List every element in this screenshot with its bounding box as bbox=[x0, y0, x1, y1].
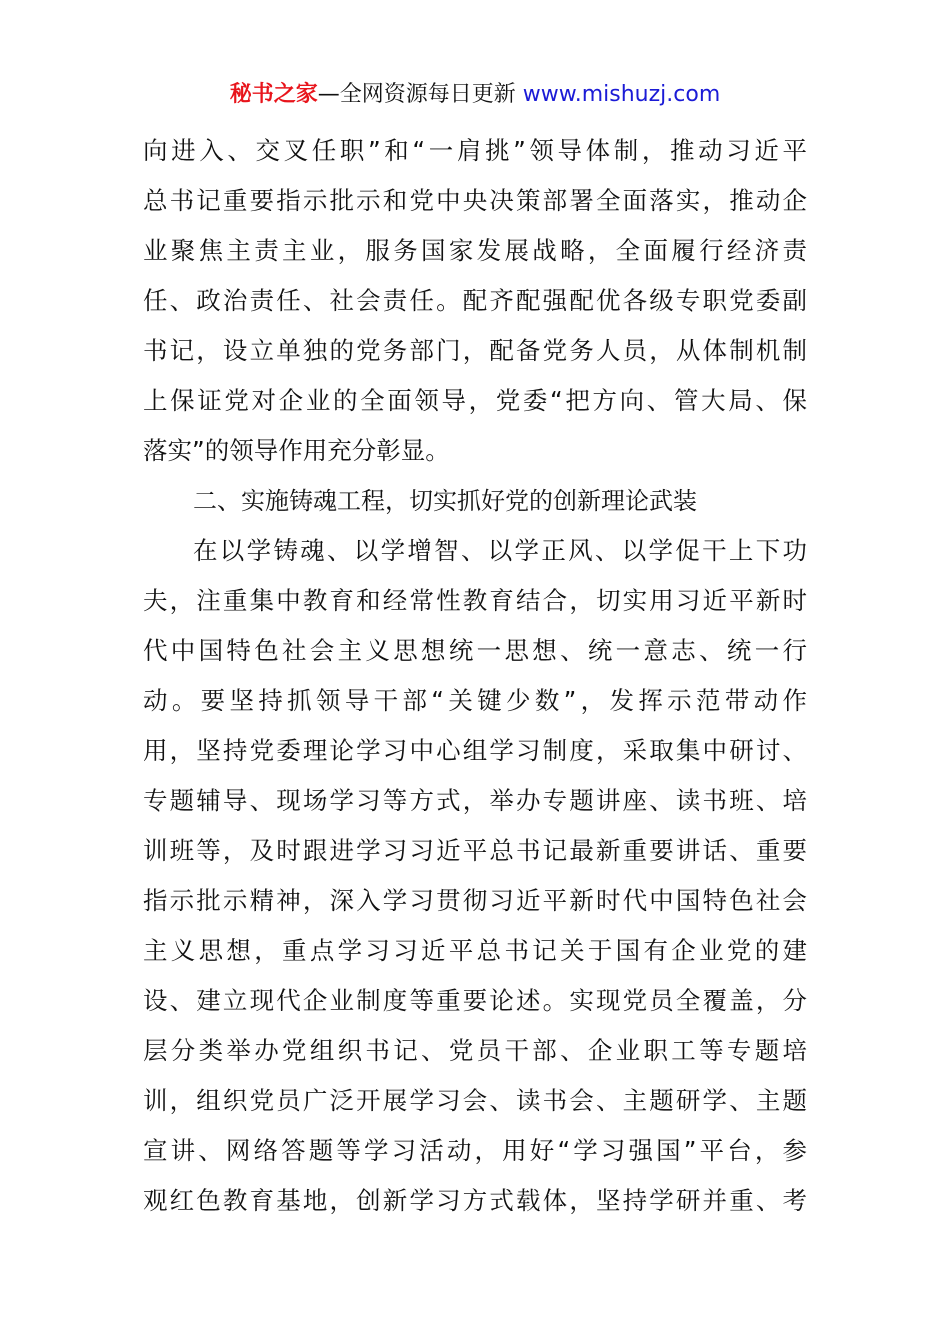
header-url-link[interactable]: www.mishuzj.com bbox=[522, 82, 721, 107]
text-line: 总书记重要指示批示和党中央决策部署全面落实，推动企 bbox=[143, 186, 807, 215]
text-line: 层分类举办党组织书记、党员干部、企业职工等专题培 bbox=[143, 1036, 807, 1065]
section-heading: 二、实施铸魂工程，切实抓好党的创新理论武装 bbox=[193, 487, 697, 515]
header-tagline: —全网资源每日更新 bbox=[317, 82, 523, 107]
header-brand: 秘书之家 bbox=[229, 82, 318, 107]
text-line: 训，组织党员广泛开展学习会、读书会、主题研学、主题 bbox=[143, 1086, 807, 1115]
text-line: 主义思想，重点学习习近平总书记关于国有企业党的建 bbox=[143, 936, 807, 965]
text-line: 动。要坚持抓领导干部“关键少数”，发挥示范带动作 bbox=[143, 686, 807, 715]
text-line: 业聚焦主责主业，服务国家发展战略，全面履行经济责 bbox=[143, 236, 807, 265]
text-line: 书记，设立单独的党务部门，配备党务人员，从体制机制 bbox=[143, 336, 807, 365]
text-line: 任、政治责任、社会责任。配齐配强配优各级专职党委副 bbox=[143, 286, 807, 315]
text-line: 向进入、交叉任职”和“一肩挑”领导体制，推动习近平 bbox=[143, 136, 807, 165]
document-body bbox=[143, 126, 807, 1226]
text-line: 上保证党对企业的全面领导，党委“把方向、管大局、保 bbox=[143, 386, 807, 415]
text-line: 专题辅导、现场学习等方式，举办专题讲座、读书班、培 bbox=[143, 786, 807, 815]
text-line: 观红色教育基地，创新学习方式载体，坚持学研并重、考 bbox=[143, 1186, 807, 1215]
text-line: 训班等，及时跟进学习习近平总书记最新重要讲话、重要 bbox=[143, 836, 807, 865]
text-line: 代中国特色社会主义思想统一思想、统一意志、统一行 bbox=[143, 636, 807, 665]
text-line: 宣讲、网络答题等学习活动，用好“学习强国”平台，参 bbox=[143, 1136, 807, 1165]
text-line: 指示批示精神，深入学习贯彻习近平新时代中国特色社会 bbox=[143, 886, 807, 915]
text-line: 落实”的领导作用充分彰显。 bbox=[143, 436, 450, 465]
text-line: 用，坚持党委理论学习中心组学习制度，采取集中研讨、 bbox=[143, 736, 807, 765]
text-line: 在以学铸魂、以学增智、以学正风、以学促干上下功 bbox=[193, 536, 807, 565]
text-line: 设、建立现代企业制度等重要论述。实现党员全覆盖，分 bbox=[143, 986, 807, 1015]
text-line: 夫，注重集中教育和经常性教育结合，切实用习近平新时 bbox=[143, 586, 807, 615]
page-header bbox=[0, 78, 950, 112]
